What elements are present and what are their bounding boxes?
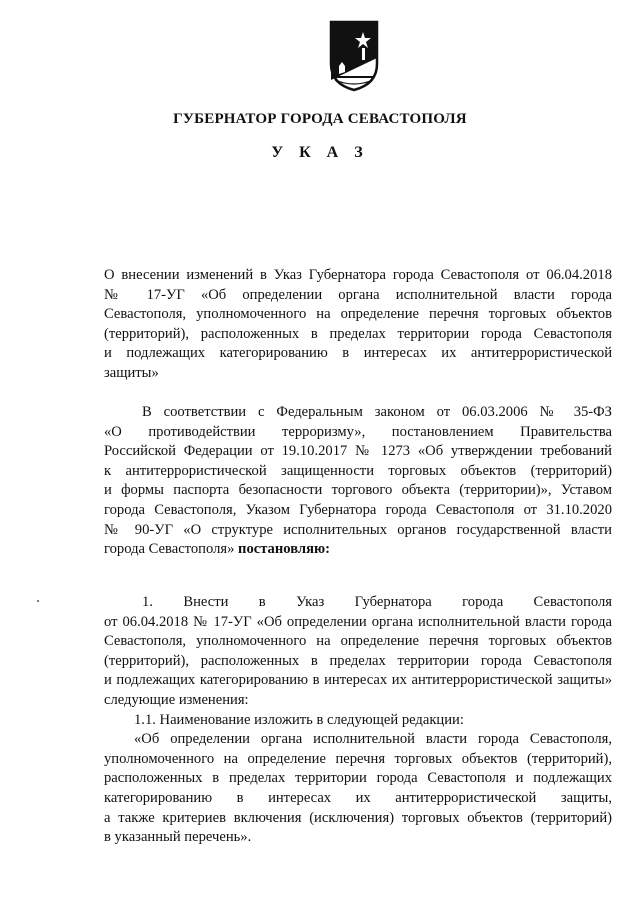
preamble-line: «О противодействии терроризму», постановлением Правительства — [104, 423, 612, 440]
coat-of-arms-icon — [329, 18, 379, 92]
quote-line: категорированию в интересах их антитеррористической защиты, — [104, 789, 612, 806]
item-line: и подлежащих категорированию в интересах их антитеррористической защиты» — [104, 672, 612, 689]
decree-title — [104, 266, 612, 384]
item-line: следующие изменения: — [104, 691, 249, 708]
title-line: О внесении изменений в Указ Губернатора города Севастополя от 06.04.2018 — [104, 267, 612, 283]
preamble — [104, 403, 612, 560]
item-line: (территорий), расположенных в пределах территории города Севастополя — [104, 652, 612, 669]
preamble-last-text: города Севастополя» — [104, 541, 235, 558]
preamble-line: № 90-УГ «О структуре исполнительных органов государственной власти — [104, 521, 612, 538]
quote-line: в указанный перечень». — [104, 829, 252, 846]
preamble-line: Российской Федерации от 19.10.2017 № 1273 «Об утверждении требований — [104, 443, 612, 460]
item-line: Севастополя, уполномоченного на определение перечня торговых объектов — [104, 633, 612, 650]
item-line: 1. Внести в Указ Губернатора города Севастополя — [142, 594, 612, 610]
quote-line: уполномоченного на определение перечня торговых объектов (территорий), — [104, 750, 612, 767]
document-type: У К А З — [271, 144, 369, 161]
item-line: от 06.04.2018 № 17-УГ «Об определении органа исполнительной власти города — [104, 613, 612, 630]
preamble-last-line — [104, 540, 612, 560]
quote-line: «Об определении органа исполнительной власти города Севастополя, — [134, 731, 612, 748]
preamble-line: к антитеррористической защищенности торговых объектов (территорий) — [104, 462, 612, 479]
title-line: № 17-УГ «Об определении органа исполнительной власти города — [104, 286, 612, 303]
title-line: защиты» — [104, 364, 159, 381]
scan-speck — [37, 600, 39, 602]
preamble-line: и формы паспорта безопасности торгового объекта (территории)», Уставом — [104, 482, 612, 499]
preamble-line: В соответствии с Федеральным законом от 06.03.2006 № 35-ФЗ — [142, 404, 612, 420]
preamble-line: города Севастополя, Указом Губернатора города Севастополя от 31.10.2020 — [104, 501, 612, 518]
authority-title: ГУБЕРНАТОР ГОРОДА СЕВАСТОПОЛЯ — [173, 111, 467, 127]
title-line: и подлежащих категорированию в интересах их антитеррористической — [104, 345, 612, 362]
title-line: Севастополя, уполномоченного на определение перечня торговых объектов — [104, 306, 612, 323]
title-line: (территорий), расположенных в пределах территории города Севастополя — [104, 325, 612, 342]
resolve-verb: постановляю: — [238, 541, 330, 558]
item-1 — [104, 593, 612, 848]
item-1-1: 1.1. Наименование изложить в следующей редакции: — [134, 711, 464, 728]
quote-line: расположенных в пределах территории города Севастополя и подлежащих — [104, 770, 612, 787]
quote-line: а также критериев включения (исключения) торговых объектов (территорий) — [104, 809, 612, 826]
